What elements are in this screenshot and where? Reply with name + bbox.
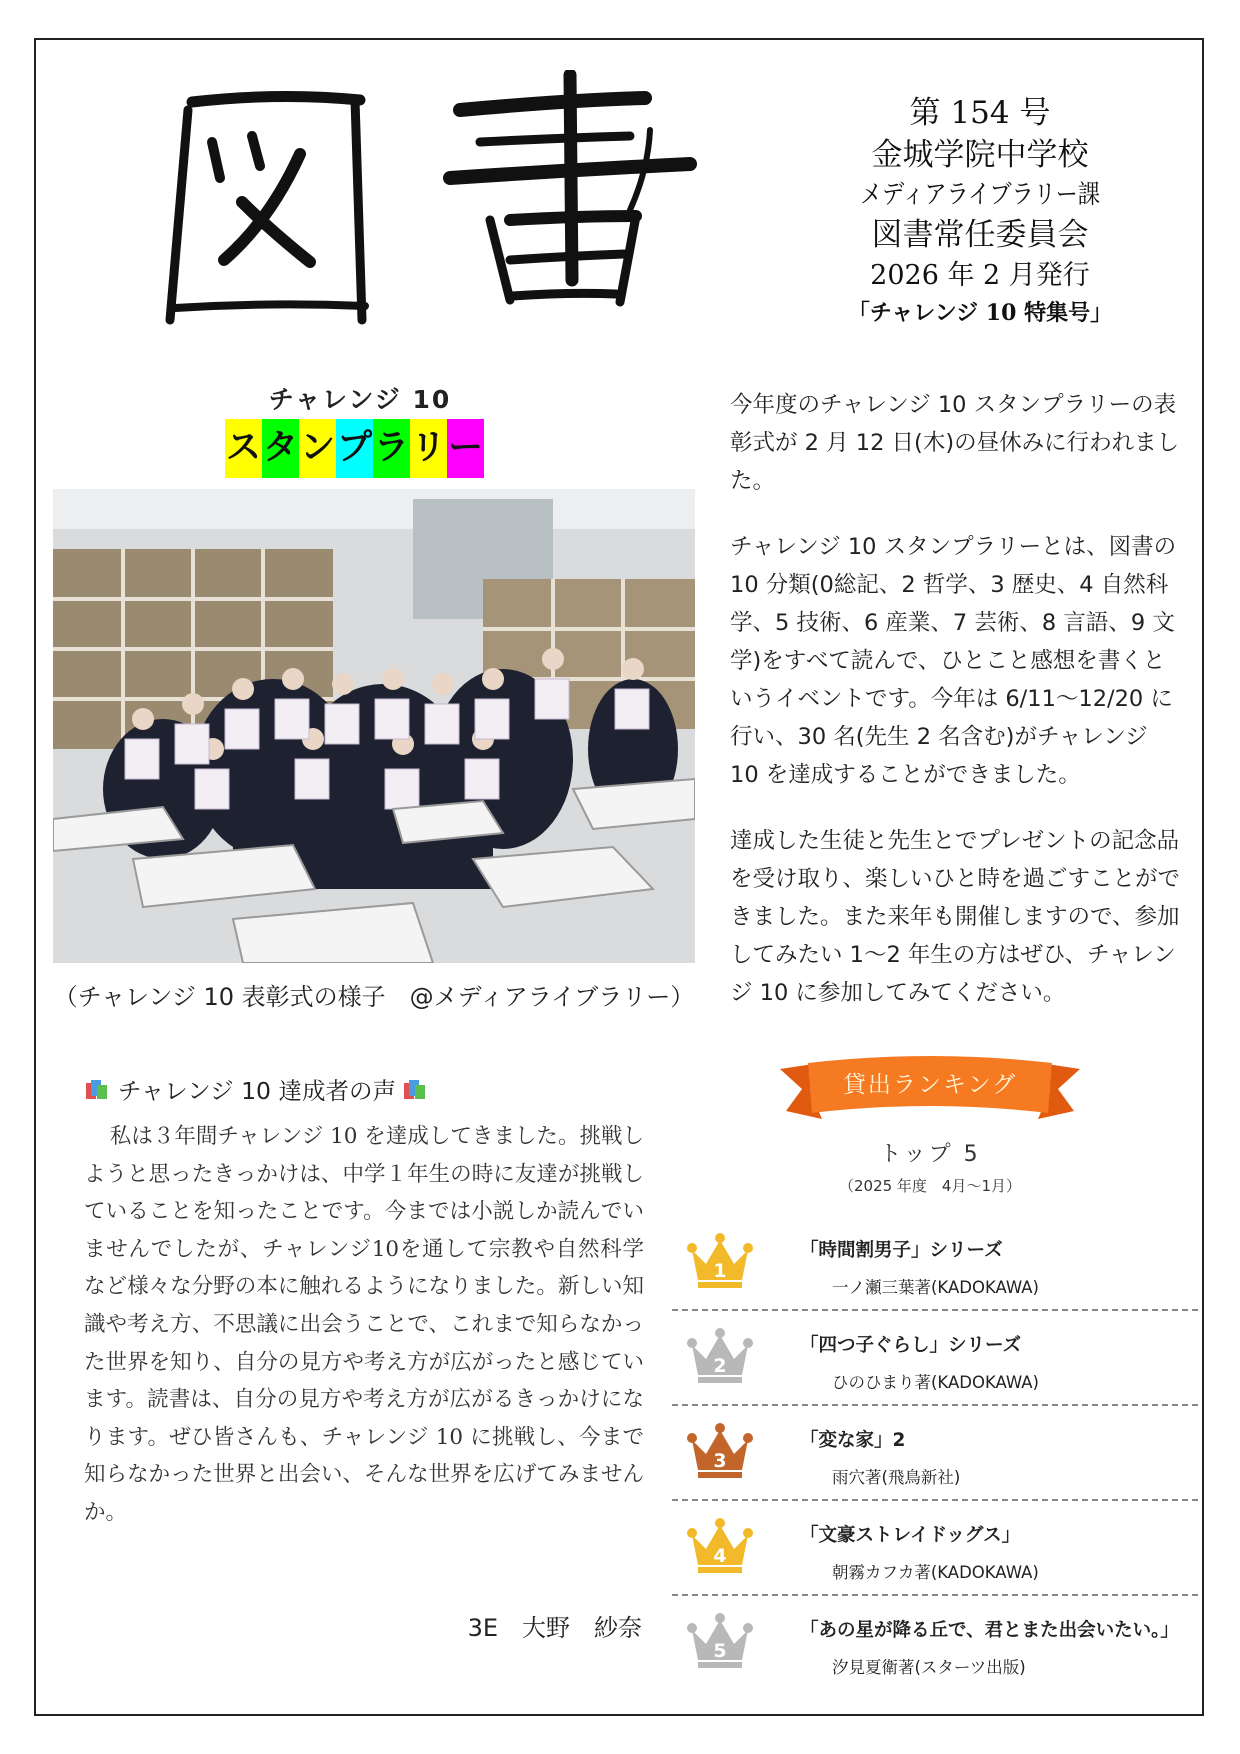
rank-book-author: 雨穴著(飛鳥新社) (832, 1468, 961, 1487)
ranking-item (672, 1311, 1198, 1406)
intro-paragraph-3: 達成した生徒と先生とでプレゼントの記念品を受け取り、楽しいひと時を過ごすことができました。また来年も開催しますので、参加してみたい 1～2 年生の方はぜひ、チャレンジ 10 に参加してみてください。 (730, 828, 1181, 1006)
rank-book-title: 「あの星が降る丘で、君とまた出会いたい。」 (800, 1620, 1179, 1641)
masthead-calligraphy (150, 70, 750, 350)
school-name: 金城学院中学校 (871, 137, 1089, 173)
rank-book-author: ひのひまり著(KADOKAWA) (832, 1373, 1039, 1392)
stamp-title-char: リ (410, 419, 447, 478)
rank-number: 1 (713, 1260, 727, 1282)
rank-book-author: 汐見夏衛著(スターツ出版) (832, 1658, 1026, 1677)
ranking-item (672, 1406, 1198, 1501)
ranking-list (672, 1216, 1198, 1691)
voice-body: 私は３年間チャレンジ 10 を達成してきました。挑戦しようと思ったきっかけは、中学１年生の時に友達が挑戦していることを知ったことです。今までは小説しか読んでいませんでしたが、チャレンジ10を通して宗教や自然科学など様々な分野の本に触れるようになりました。新しい知識や考え方、不思議に出会うことで、これまで知らなかった世界を知り、自分の見方や考え方が広がったと感じています。読書は、自分の見方や考え方が広がるきっかけになります。ぜひ皆さんも、チャレンジ 10 に挑戦し、今まで知らなかった世界と出会い、そんな世界を広げてみませんか。 (84, 1124, 644, 1525)
ranking-item (672, 1596, 1198, 1691)
issue-date: 2026 年 2 月発行 (870, 260, 1090, 291)
stamp-title-char: プ (336, 419, 373, 478)
rank-number: 3 (713, 1450, 727, 1472)
special-issue-label: 「チャレンジ 10 特集号」 (847, 300, 1113, 326)
intro-paragraph-2: チャレンジ 10 スタンプラリーとは、図書の 10 分類(0総記、2 哲学、3 歴史、4 自然科学、5 技術、6 産業、7 芸術、8 言語、9 文学)をすべて読んで、ひとこと感想を書くというイベントです。今年は 6/11～12/20 に行い、30 名(先生 2 名含む)がチャレンジ 10 を達成することができました。 (730, 534, 1177, 788)
ranking-item (672, 1501, 1198, 1596)
rank-book-author: 朝霧カフカ著(KADOKAWA) (832, 1563, 1039, 1582)
ranking-item (672, 1216, 1198, 1311)
stamp-title-char: ー (447, 419, 484, 478)
book-icon (84, 1077, 112, 1101)
rank-number: 5 (713, 1640, 727, 1662)
book-icon (402, 1077, 430, 1101)
issue-info (820, 92, 1140, 330)
stamp-title-char: タ (262, 419, 299, 478)
intro-text (730, 386, 1180, 1040)
rank-book-title: 「四つ子ぐらし」シリーズ (800, 1335, 1022, 1356)
stamp-rally-title (225, 419, 484, 478)
issue-number: 第 154 号 (909, 95, 1051, 131)
intro-paragraph-1: 今年度のチャレンジ 10 スタンプラリーの表彰式が 2 月 12 日(木)の昼休みに行われました。 (730, 392, 1180, 494)
feature-heading: チャレンジ 10 (268, 385, 452, 414)
rank-book-title: 「文豪ストレイドッグス」 (800, 1525, 1021, 1546)
rank-number: 2 (713, 1355, 727, 1377)
voice-heading-text: チャレンジ 10 達成者の声 (118, 1077, 396, 1105)
photo-caption: （チャレンジ 10 表彰式の様子 @メディアライブラリー） (53, 983, 695, 1011)
voice-signature: 3E 大野 紗奈 (467, 1614, 642, 1642)
ranking-title: 貸出ランキング (842, 1072, 1018, 1098)
committee-name: 図書常任委員会 (871, 217, 1089, 253)
stamp-title-char: ン (299, 419, 336, 478)
stamp-title-char: ラ (373, 419, 410, 478)
voice-heading (84, 1072, 430, 1106)
rank-book-title: 「変な家」2 (800, 1430, 906, 1451)
ranking-period: （2025 年度 4月～1月） (838, 1177, 1022, 1195)
rank-book-title: 「時間割男子」シリーズ (800, 1240, 1003, 1261)
rank-number: 4 (713, 1545, 727, 1567)
rank-book-author: 一ノ瀬三葉著(KADOKAWA) (832, 1278, 1039, 1297)
ranking-subtitle: トップ 5 (879, 1142, 981, 1167)
award-ceremony-photo (53, 489, 695, 963)
stamp-title-char: ス (225, 419, 262, 478)
department-name: メディアライブラリー課 (859, 180, 1101, 210)
